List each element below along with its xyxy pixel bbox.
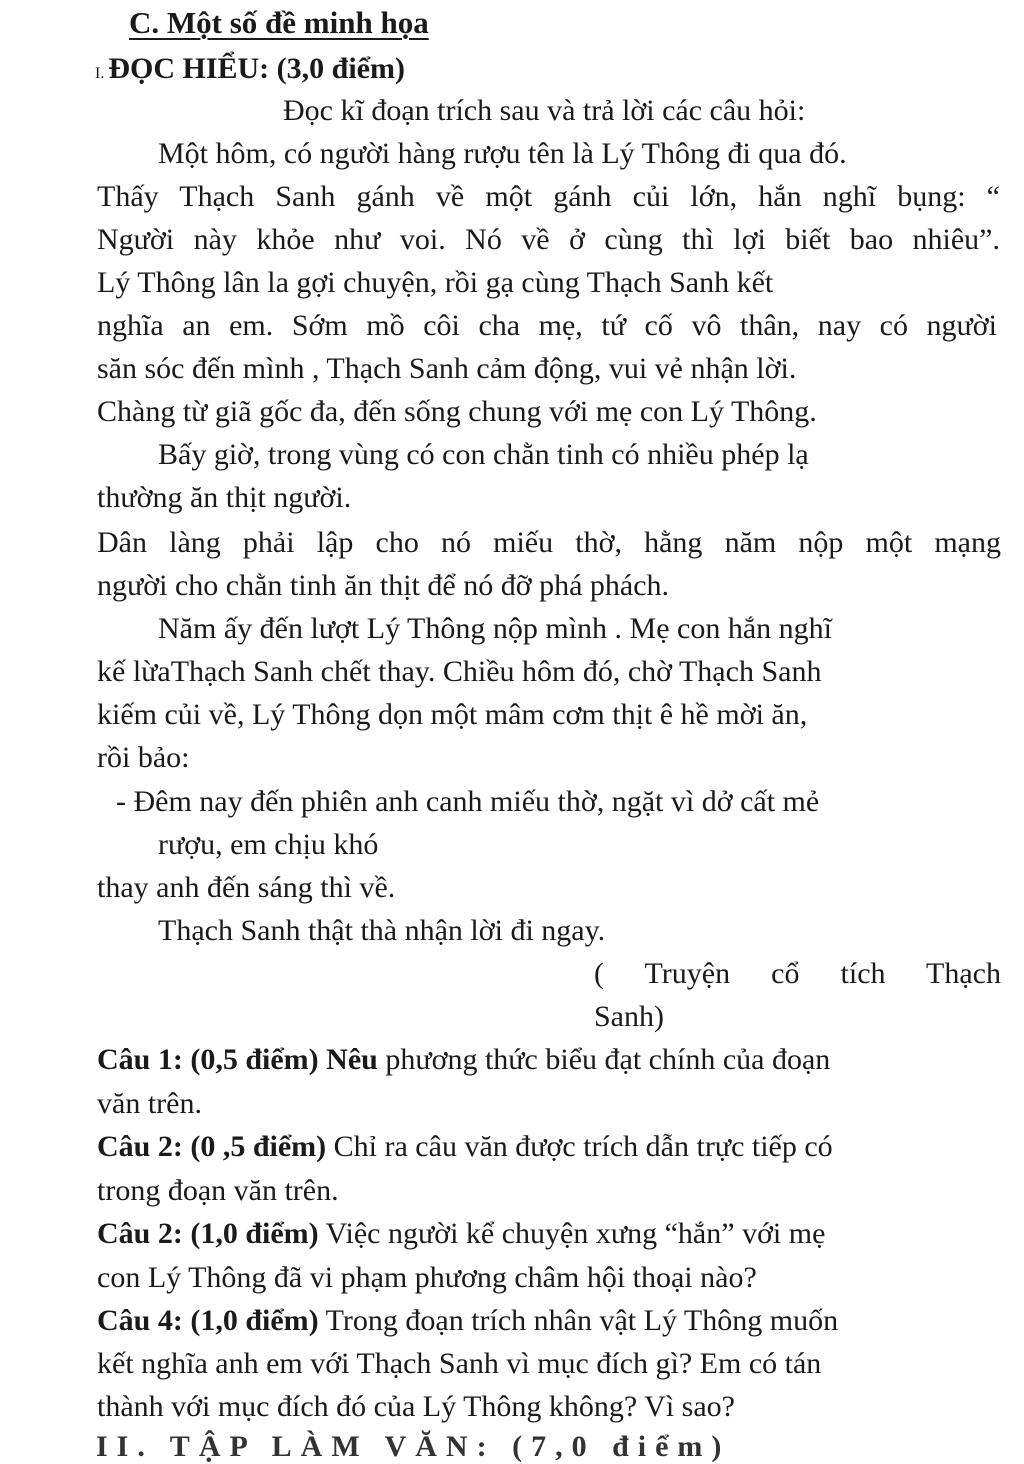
passage-line: kế lừaThạch Sanh chết thay. Chiều hôm đó, chờ Thạch Sanh xyxy=(97,655,822,688)
reading-heading-text: ĐỌC HIỂU: (3,0 điểm) xyxy=(108,52,405,85)
passage-line: rồi bảo: xyxy=(97,741,190,774)
dialogue-line: thay anh đến sáng thì về. xyxy=(97,871,396,904)
source-citation: ( Truyện cổ tích Thạch xyxy=(594,957,1001,990)
question-1-cont: văn trên. xyxy=(97,1087,202,1120)
question-text: Trong đoạn trích nhân vật Lý Thông muốn xyxy=(325,1304,839,1337)
passage-line: Dân làng phải lập cho nó miếu thờ, hằng năm nộp một mạng xyxy=(97,526,1001,559)
passage-line: nghĩa an em. Sớm mồ côi cha mẹ, tứ cố vô thân, nay có người xyxy=(97,309,997,342)
next-section-heading-cutoff: II. TẬP LÀM VĂN: (7,0 điểm) xyxy=(96,1430,731,1463)
question-label: Câu 2: (0 ,5 điểm) xyxy=(97,1130,327,1163)
passage-line: Một hôm, có người hàng rượu tên là Lý Thông đi qua đó. xyxy=(158,137,847,170)
passage-line: Bấy giờ, trong vùng có con chằn tinh có nhiều phép lạ xyxy=(158,438,809,471)
passage-line: săn sóc đến mình , Thạch Sanh cảm động, vui vẻ nhận lời. xyxy=(97,352,797,385)
question-3-cont: con Lý Thông đã vi phạm phương châm hội thoại nào? xyxy=(97,1261,757,1294)
passage-line: Chàng từ giã gốc đa, đến sống chung với mẹ con Lý Thông. xyxy=(97,395,817,428)
question-4-cont: kết nghĩa anh em với Thạch Sanh vì mục đích gì? Em có tán xyxy=(97,1347,822,1380)
question-verb: Nêu xyxy=(326,1043,378,1076)
passage-line: Năm ấy đến lượt Lý Thông nộp mình . Mẹ con hắn nghĩ xyxy=(158,612,832,645)
question-4 xyxy=(97,1304,838,1338)
question-label: Câu 4: (1,0 điểm) xyxy=(97,1304,319,1337)
question-1 xyxy=(97,1043,830,1077)
passage-line: người cho chằn tinh ăn thịt để nó đỡ phá phách. xyxy=(97,569,670,602)
passage-line: Người này khỏe như voi. Nó về ở cùng thì lợi biết bao nhiêu”. xyxy=(97,223,1000,256)
question-3 xyxy=(97,1217,825,1251)
reading-heading xyxy=(95,52,405,91)
passage-line: Lý Thông lân la gợi chuyện, rồi gạ cùng Thạch Sanh kết xyxy=(97,266,774,299)
passage-line: kiếm củi về, Lý Thông dọn một mâm cơm thịt ê hề mời ăn, xyxy=(97,698,808,731)
passage-line: Thấy Thạch Sanh gánh về một gánh củi lớn, hắn nghĩ bụng: “ xyxy=(97,180,1000,213)
question-label: Câu 2: (1,0 điểm) xyxy=(97,1217,319,1250)
instruction: Đọc kĩ đoạn trích sau và trả lời các câu hỏi: xyxy=(283,94,806,127)
roman-numeral: I. xyxy=(95,65,105,82)
question-2-cont: trong đoạn văn trên. xyxy=(97,1174,339,1207)
question-4-cont: thành với mục đích đó của Lý Thông không? Vì sao? xyxy=(97,1390,735,1423)
passage-line: thường ăn thịt người. xyxy=(97,481,352,514)
dialogue-line: - Đêm nay đến phiên anh canh miếu thờ, ngặt vì dở cất mẻ xyxy=(116,785,820,818)
question-text: Việc người kể chuyện xưng “hắn” với mẹ xyxy=(325,1217,826,1250)
question-2 xyxy=(97,1130,833,1164)
section-title: C. Một số đề minh họa xyxy=(129,5,429,40)
question-label: Câu 1: (0,5 điểm) xyxy=(97,1043,319,1076)
source-citation: Sanh) xyxy=(594,1000,664,1033)
dialogue-line: rượu, em chịu khó xyxy=(158,828,379,861)
question-text: phương thức biểu đạt chính của đoạn xyxy=(385,1043,831,1076)
passage-line: Thạch Sanh thật thà nhận lời đi ngay. xyxy=(158,914,606,947)
question-text: Chỉ ra câu văn được trích dẫn trực tiếp có xyxy=(333,1130,833,1163)
